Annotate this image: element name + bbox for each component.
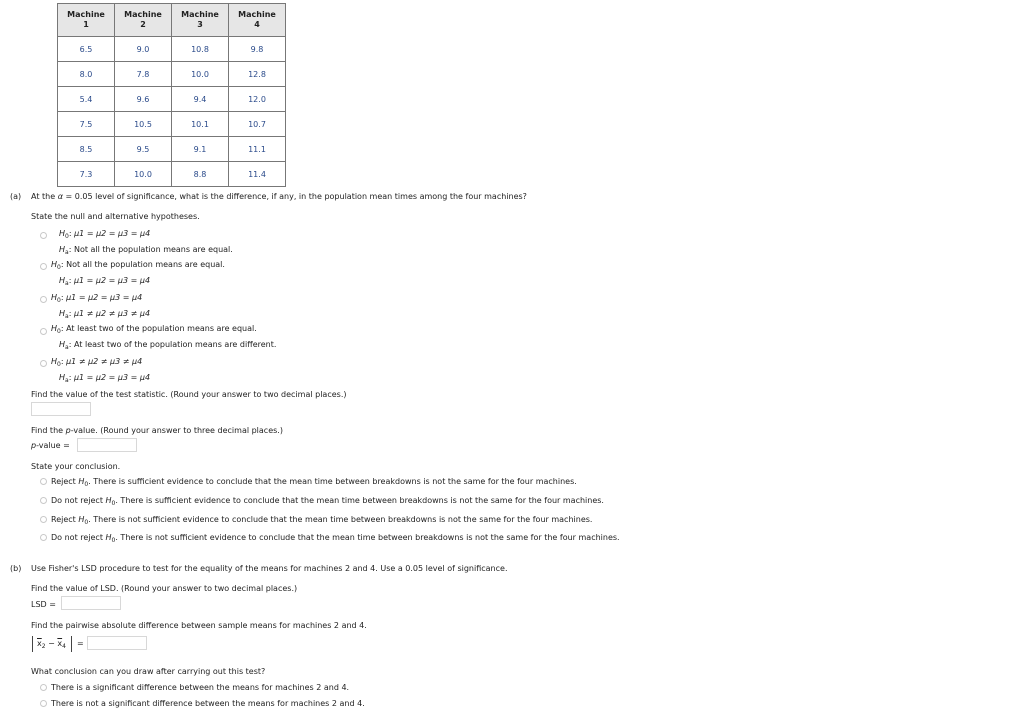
absolute-bar-right bbox=[71, 636, 72, 652]
table-header-machine-3: Machine 3 bbox=[172, 4, 229, 37]
hypothesis-option-4-radio[interactable] bbox=[40, 328, 47, 335]
table-cell: 9.0 bbox=[115, 37, 172, 62]
hypothesis-option-5-radio[interactable] bbox=[40, 360, 47, 367]
part-b-label: (b) bbox=[10, 564, 22, 573]
table-cell: 9.5 bbox=[115, 137, 172, 162]
table-cell: 10.8 bbox=[172, 37, 229, 62]
h0-text: μ1 = μ2 = μ3 = μ4 bbox=[66, 293, 143, 302]
table-row bbox=[58, 137, 286, 162]
lsd-prompt: Find the value of LSD. (Round your answer to two decimal places.) bbox=[31, 584, 298, 593]
h0-text: At least two of the population means are equal. bbox=[66, 324, 257, 333]
lsd-conclusion-option-1[interactable]: There is a significant difference between the means for machines 2 and 4. bbox=[51, 683, 350, 692]
table-header-machine-2: Machine 2 bbox=[115, 4, 172, 37]
table-cell: 10.7 bbox=[229, 112, 286, 137]
table-cell: 10.1 bbox=[172, 112, 229, 137]
table-cell: 9.6 bbox=[115, 87, 172, 112]
table-cell: 11.4 bbox=[229, 162, 286, 187]
table-cell: 5.4 bbox=[58, 87, 115, 112]
table-cell: 11.1 bbox=[229, 137, 286, 162]
ha-text: μ1 ≠ μ2 ≠ μ3 ≠ μ4 bbox=[73, 309, 151, 318]
machine-data-table bbox=[57, 3, 286, 187]
hypothesis-option-1[interactable]: $H_0$: μ1 = μ2 = μ3 = μ4 $H_a$: Not all the population means are equal. bbox=[59, 229, 233, 256]
conclusion-option-2[interactable]: Do not reject $H_0$. There is sufficient evidence to conclude that the mean time between breakdowns is not the same for the four machines. bbox=[51, 496, 604, 507]
ha-text: Not all the population means are equal. bbox=[73, 245, 233, 254]
absolute-bar-left bbox=[32, 636, 33, 652]
table-cell: 8.5 bbox=[58, 137, 115, 162]
table-cell: 8.0 bbox=[58, 62, 115, 87]
table-cell: 9.4 bbox=[172, 87, 229, 112]
lsd-conclusion-option-2[interactable]: There is not a significant difference between the means for machines 2 and 4. bbox=[51, 699, 365, 708]
table-header-row bbox=[58, 4, 286, 37]
lsd-label: LSD = bbox=[31, 600, 56, 609]
equals-sign: = bbox=[77, 639, 84, 648]
difference-expression: $\overline{x}_2 - \overline{x}_4$ bbox=[37, 639, 66, 650]
pvalue-input[interactable] bbox=[77, 438, 137, 452]
table-cell: 7.8 bbox=[115, 62, 172, 87]
table-cell: 12.8 bbox=[229, 62, 286, 87]
table-cell: 10.0 bbox=[115, 162, 172, 187]
pvalue-label: p-value = bbox=[31, 441, 70, 450]
table-row bbox=[58, 112, 286, 137]
table-cell: 10.5 bbox=[115, 112, 172, 137]
lsd-conclusion-prompt: What conclusion can you draw after carrying out this test? bbox=[31, 667, 266, 676]
h0-text: μ1 ≠ μ2 ≠ μ3 ≠ μ4 bbox=[66, 357, 143, 366]
difference-prompt: Find the pairwise absolute difference between sample means for machines 2 and 4. bbox=[31, 621, 367, 630]
table-cell: 8.8 bbox=[172, 162, 229, 187]
ha-text: μ1 = μ2 = μ3 = μ4 bbox=[73, 276, 151, 285]
lsd-conclusion-option-1-radio[interactable] bbox=[40, 684, 47, 691]
hypotheses-prompt: State the null and alternative hypotheses. bbox=[31, 212, 200, 221]
difference-input[interactable] bbox=[87, 636, 147, 650]
hypothesis-option-1-radio[interactable] bbox=[40, 232, 47, 239]
lsd-input[interactable] bbox=[61, 596, 121, 610]
table-cell: 9.1 bbox=[172, 137, 229, 162]
pvalue-prompt: Find the p-value. (Round your answer to three decimal places.) bbox=[31, 426, 283, 435]
table-row bbox=[58, 37, 286, 62]
hypothesis-option-2-radio[interactable] bbox=[40, 263, 47, 270]
conclusion-option-4[interactable]: Do not reject $H_0$. There is not sufficient evidence to conclude that the mean time between breakdowns is not the same for the four machines. bbox=[51, 533, 620, 544]
conclusion-option-1-radio[interactable] bbox=[40, 478, 47, 485]
h0-text: Not all the population means are equal. bbox=[66, 260, 225, 269]
conclusion-option-4-radio[interactable] bbox=[40, 534, 47, 541]
part-a-question: At the α = 0.05 level of significance, what is the difference, if any, in the population mean times among the four machines? bbox=[31, 192, 527, 201]
table-header-machine-1: Machine 1 bbox=[58, 4, 115, 37]
conclusion-prompt: State your conclusion. bbox=[31, 462, 121, 471]
table-row bbox=[58, 87, 286, 112]
hypothesis-option-3[interactable]: $H_0$: μ1 = μ2 = μ3 = μ4 $H_a$: μ1 ≠ μ2 ≠ μ3 ≠ μ4 bbox=[51, 293, 151, 320]
part-b-question: Use Fisher's LSD procedure to test for the equality of the means for machines 2 and 4. Use a 0.05 level of significance. bbox=[31, 564, 508, 573]
table-cell: 7.3 bbox=[58, 162, 115, 187]
lsd-conclusion-option-2-radio[interactable] bbox=[40, 700, 47, 707]
table-cell: 9.8 bbox=[229, 37, 286, 62]
conclusion-option-1[interactable]: Reject $H_0$. There is sufficient evidence to conclude that the mean time between breakdowns is not the same for the four machines. bbox=[51, 477, 577, 488]
table-row bbox=[58, 62, 286, 87]
table-cell: 6.5 bbox=[58, 37, 115, 62]
part-a-label: (a) bbox=[10, 192, 22, 201]
table-row bbox=[58, 162, 286, 187]
table-cell: 10.0 bbox=[172, 62, 229, 87]
hypothesis-option-5[interactable]: $H_0$: μ1 ≠ μ2 ≠ μ3 ≠ μ4 $H_a$: μ1 = μ2 = μ3 = μ4 bbox=[51, 357, 151, 384]
hypothesis-option-3-radio[interactable] bbox=[40, 296, 47, 303]
ha-text: μ1 = μ2 = μ3 = μ4 bbox=[73, 373, 151, 382]
table-header-machine-4: Machine 4 bbox=[229, 4, 286, 37]
ha-text: At least two of the population means are different. bbox=[73, 340, 277, 349]
conclusion-option-2-radio[interactable] bbox=[40, 497, 47, 504]
test-statistic-prompt: Find the value of the test statistic. (Round your answer to two decimal places.) bbox=[31, 390, 347, 399]
table-cell: 7.5 bbox=[58, 112, 115, 137]
test-statistic-input[interactable] bbox=[31, 402, 91, 416]
h0-text: μ1 = μ2 = μ3 = μ4 bbox=[74, 229, 151, 238]
hypothesis-option-4[interactable]: $H_0$: At least two of the population means are equal. $H_a$: At least two of the population means are different. bbox=[51, 324, 277, 351]
hypothesis-option-2[interactable]: $H_0$: Not all the population means are equal. $H_a$: μ1 = μ2 = μ3 = μ4 bbox=[51, 260, 225, 287]
table-cell: 12.0 bbox=[229, 87, 286, 112]
conclusion-option-3[interactable]: Reject $H_0$. There is not sufficient evidence to conclude that the mean time between breakdowns is not the same for the four machines. bbox=[51, 515, 593, 526]
conclusion-option-3-radio[interactable] bbox=[40, 516, 47, 523]
